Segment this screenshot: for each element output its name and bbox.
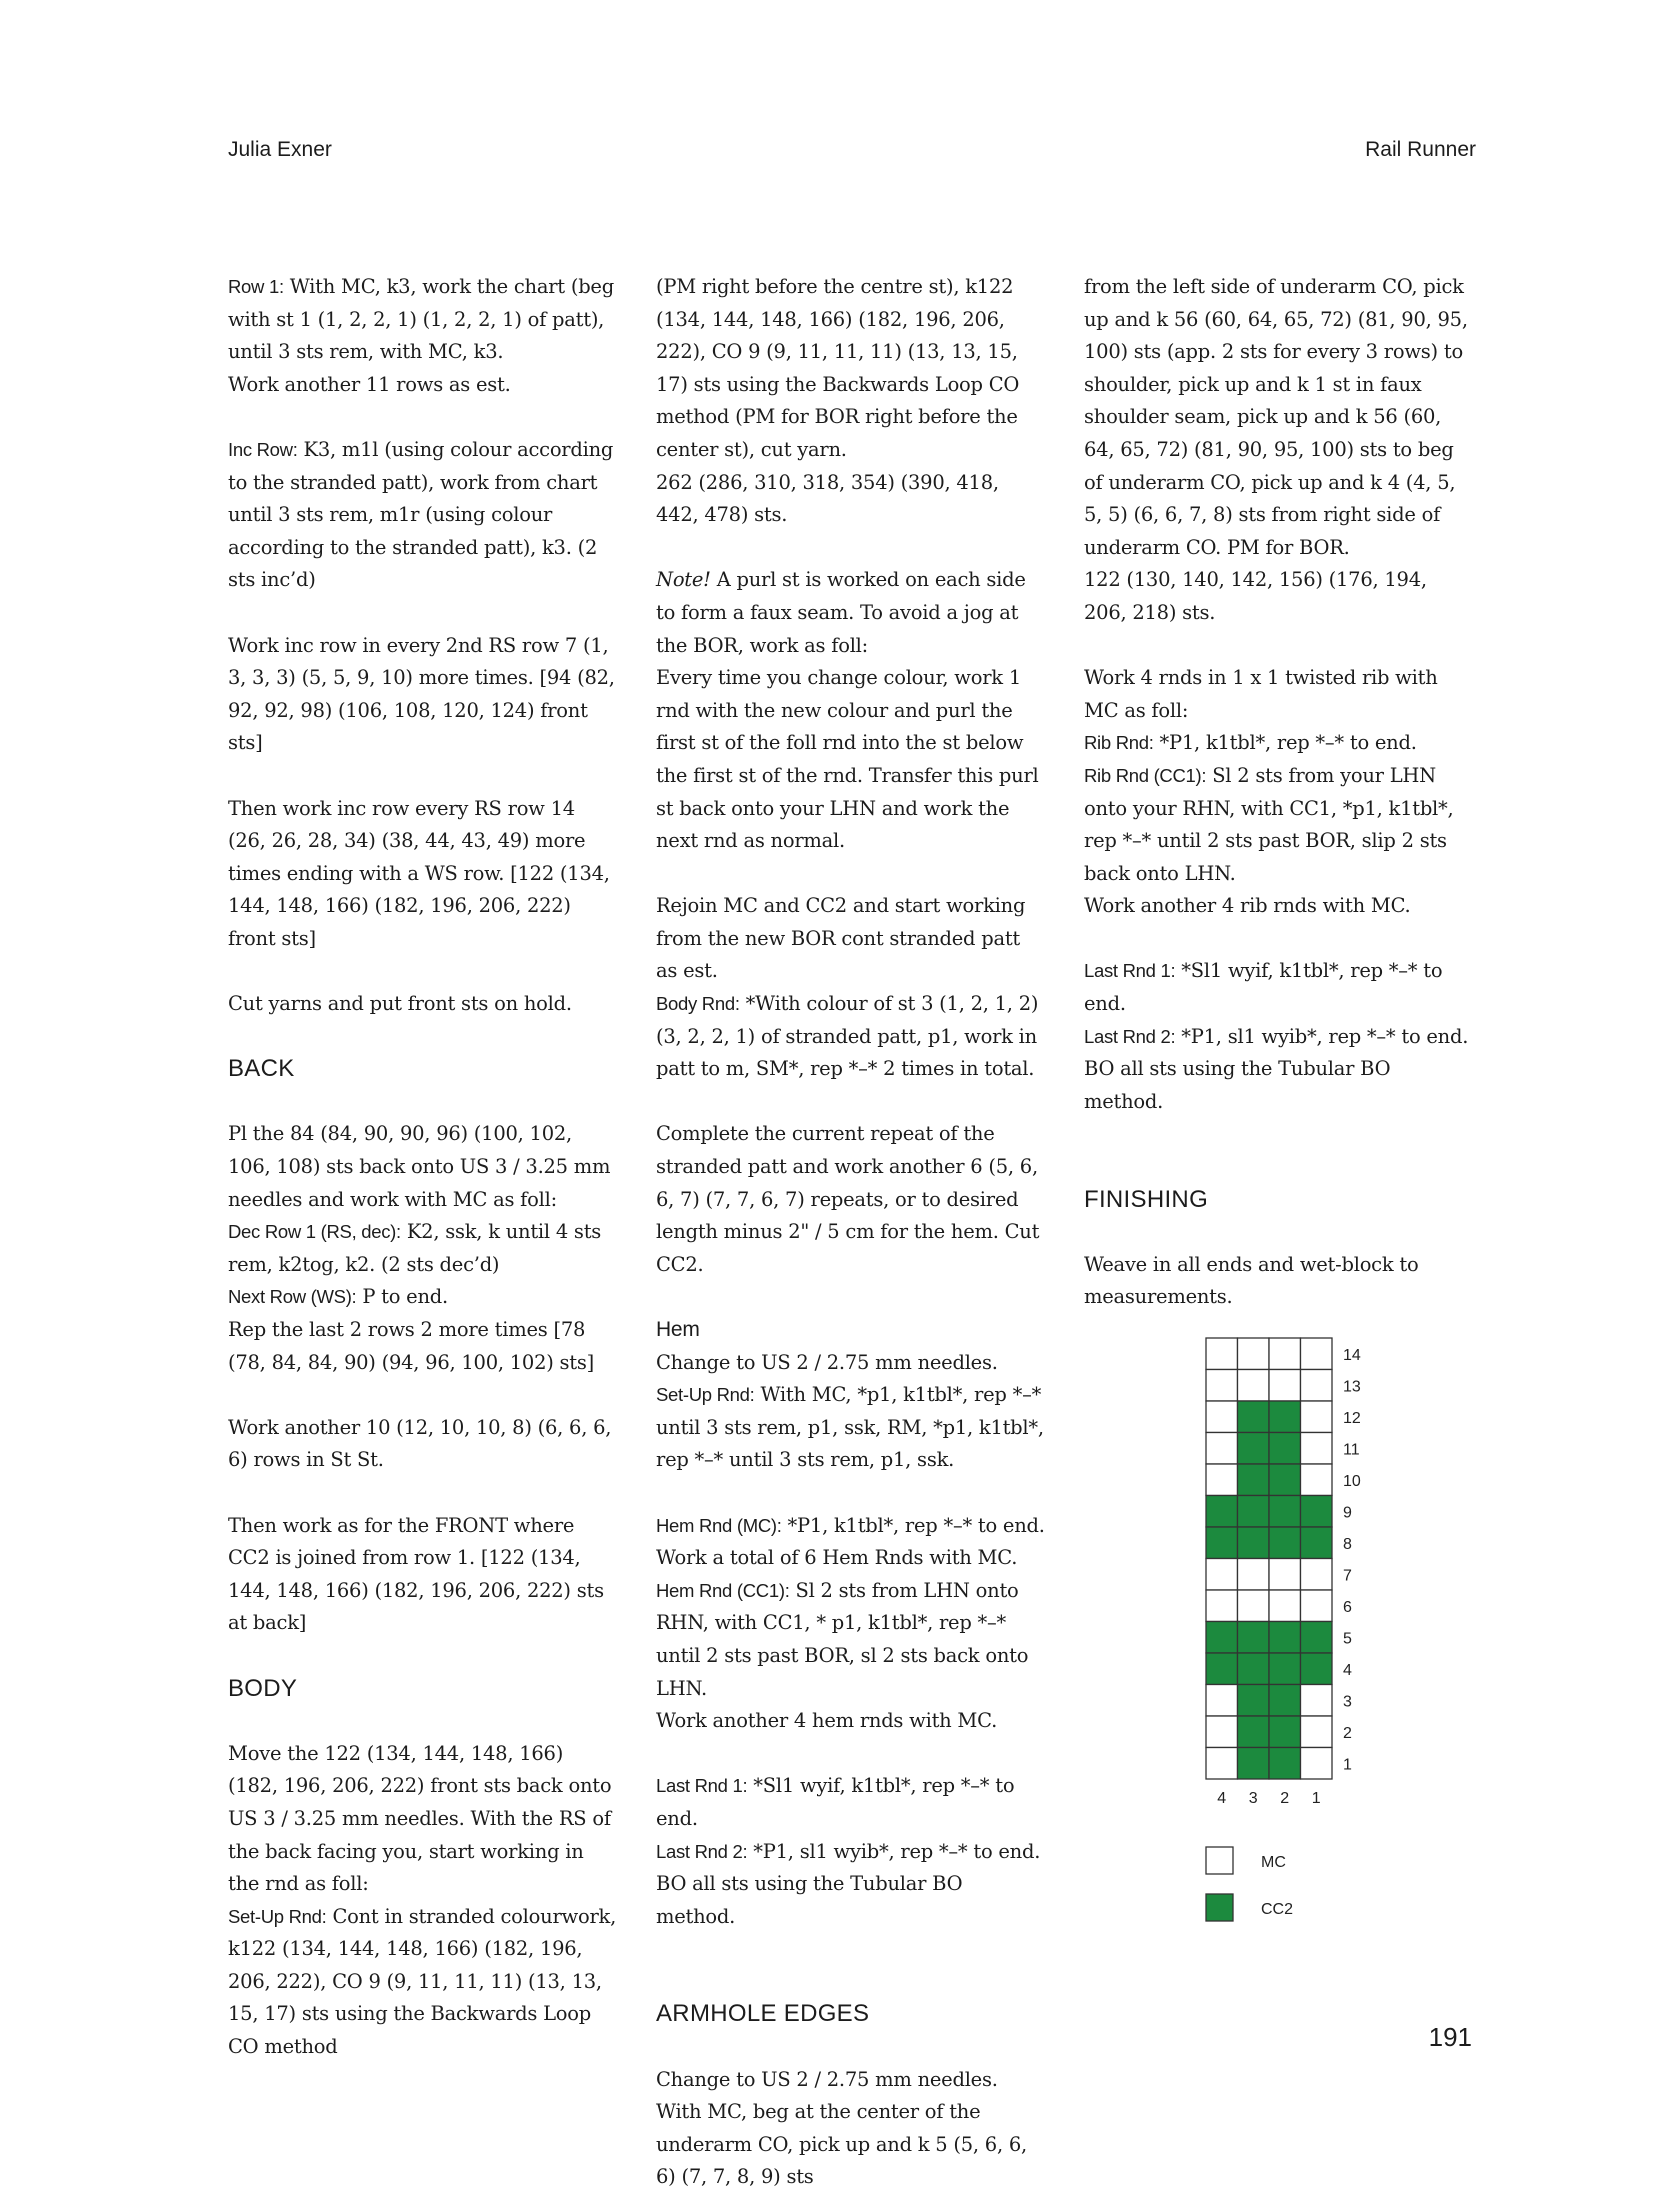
chart-cell-r8-c2 (1269, 1527, 1301, 1559)
chart-row-label: 8 (1343, 1535, 1352, 1553)
chart-cell-r14-c1 (1301, 1338, 1333, 1370)
header-author: Julia Exner (228, 138, 332, 161)
chart-row-label: 1 (1343, 1756, 1352, 1774)
legend-label-mc: MC (1261, 1854, 1286, 1871)
colourwork-chart (1190, 1330, 1410, 1970)
chart-row-label: 5 (1343, 1630, 1352, 1648)
column-2 (656, 271, 1046, 2194)
chart-row-label: 12 (1343, 1409, 1361, 1427)
chart-cell-r10-c3 (1238, 1464, 1270, 1496)
chart-col-label: 2 (1280, 1790, 1290, 1807)
complete-paragraph: Complete the current repeat of the stranded patt and work another 6 (5, 6, 6, 7) (7, 7, 6, 7) repeats, or to desired length minus 2" / 5 cm for the hem. Cut CC2. (656, 1122, 1040, 1276)
chart-cell-r10-c1 (1301, 1464, 1333, 1496)
hem-mc-paragraph (656, 1510, 1046, 1543)
hem-cc1-line2: Work another 4 hem rnds with MC. (656, 1709, 998, 1733)
body-rnd-text: *With colour of st 3 (1, 2, 1, 2) (3, 2, 2, 1) of stranded patt, p1, work in patt to m, SM*, rep *–* 2 times in total. (656, 992, 1039, 1081)
body-rnd-label: Body Rnd: (656, 993, 740, 1015)
chart-cell-r12-c4 (1206, 1401, 1238, 1433)
hem-setup-label: Set-Up Rnd: (656, 1384, 755, 1406)
chart-cell-r2-c1 (1301, 1716, 1333, 1748)
chart-col-label: 3 (1248, 1790, 1258, 1807)
chart-cell-r9-c3 (1238, 1496, 1270, 1528)
hem-setup-paragraph (656, 1379, 1046, 1477)
chart-cell-r5-c1 (1301, 1622, 1333, 1654)
chart-row-label: 2 (1343, 1724, 1352, 1742)
rib-last1-paragraph (1084, 955, 1474, 1020)
chart-cell-r1-c2 (1269, 1748, 1301, 1780)
rib-rnd-paragraph (1084, 727, 1474, 760)
chart-col-label: 1 (1311, 1790, 1321, 1807)
dec-row-label: Dec Row 1 (RS, dec): (228, 1221, 401, 1243)
chart-row-label: 3 (1343, 1693, 1352, 1711)
repeat-paragraph: Rep the last 2 rows 2 more times [78 (78, 84, 84, 90) (94, 96, 100, 102) sts] (228, 1318, 594, 1374)
note-text: A purl st is worked on each side to form a faux seam. To avoid a jog at the BOR, work as foll: (656, 568, 1026, 657)
back-paragraph-3: Then work as for the FRONT where CC2 is joined from row 1. [122 (134, 144, 148, 166) (182, 196, 206, 222) sts at back] (228, 1513, 604, 1635)
column-1 (228, 271, 618, 2064)
pm-paragraph: (PM right before the centre st), k122 (134, 144, 148, 166) (182, 196, 206, 222), CO 9 (9, 11, 11, 11) (13, 13, 15, 17) sts using the Backwards Loop CO method (PM for BOR right before the center st), cut yarn. (656, 275, 1020, 461)
chart-row-label: 7 (1343, 1567, 1352, 1585)
chart-cell-r4-c4 (1206, 1653, 1238, 1685)
back-paragraph-1: Pl the 84 (84, 90, 90, 96) (100, 102, 106, 108) sts back onto US 3 / 3.25 mm needles and work with MC as foll: (228, 1122, 611, 1211)
dec-row-paragraph (228, 1216, 618, 1281)
chart-row-label: 6 (1343, 1598, 1352, 1616)
back-heading: BACK (228, 1055, 295, 1083)
pickup-count-paragraph: 122 (130, 140, 142, 156) (176, 194, 206, 218) sts. (1084, 568, 1427, 624)
chart-cell-r14-c3 (1238, 1338, 1270, 1370)
rib-last2-label: Last Rnd 2: (1084, 1025, 1176, 1047)
hem-last1-paragraph (656, 1770, 1046, 1835)
chart-cell-r9-c4 (1206, 1496, 1238, 1528)
inc-row-text: K3, m1l (using colour according to the stranded patt), work from chart until 3 sts rem, m1r (using colour according to the stranded patt), k3. (2 sts inc’d) (228, 437, 614, 592)
chart-cell-r4-c1 (1301, 1653, 1333, 1685)
chart-cell-r6-c1 (1301, 1590, 1333, 1622)
hem-bo-paragraph: BO all sts using the Tubular BO method. (656, 1872, 963, 1928)
chart-cell-r8-c1 (1301, 1527, 1333, 1559)
dec-row-text: K2, ssk, k until 4 sts rem, k2tog, k2. (2 sts dec’d) (228, 1220, 602, 1276)
chart-cell-r13-c4 (1206, 1370, 1238, 1402)
chart-cell-r11-c1 (1301, 1433, 1333, 1465)
row1-paragraph (228, 271, 618, 369)
row1-text: With MC, k3, work the chart (beg with st 1 (1, 2, 2, 1) (1, 2, 2, 1) of patt), until 3 sts rem, with MC, k3. (228, 275, 614, 364)
next-row-label: Next Row (WS): (228, 1286, 357, 1308)
chart-cell-r12-c3 (1238, 1401, 1270, 1433)
chart-cell-r8-c4 (1206, 1527, 1238, 1559)
chart-row-label: 10 (1343, 1472, 1361, 1490)
chart-cell-r1-c3 (1238, 1748, 1270, 1780)
rib-bo-paragraph: BO all sts using the Tubular BO method. (1084, 1057, 1391, 1113)
chart-cell-r7-c1 (1301, 1559, 1333, 1591)
finishing-paragraph: Weave in all ends and wet-block to measurements. (1084, 1252, 1419, 1309)
hem-last1-text: *Sl1 wyif, k1tbl*, rep *–* to end. (656, 1774, 1015, 1830)
hem-mc-line2: Work a total of 6 Hem Rnds with MC. (656, 1546, 1018, 1570)
pickup-paragraph: from the left side of underarm CO, pick up and k 56 (60, 64, 65, 72) (81, 90, 95, 100) sts (app. 2 sts for every 3 rows) to shoulder, pick up and k 1 st in faux shoulder seam, pick up and k 56 (60, 64, 65, 72) (81, 90, 95, 100) sts to beg of underarm CO, pick up and k 4 (4, 5, 5, 5) (6, 6, 7, 8) sts from right side of underarm CO. PM for BOR. (1084, 275, 1468, 559)
chart-cell-r3-c3 (1238, 1685, 1270, 1717)
hem-heading: Hem (656, 1318, 700, 1341)
stitch-count-paragraph: 262 (286, 310, 318, 354) (390, 418, 442, 478) sts. (656, 470, 999, 527)
chart-cell-r2-c2 (1269, 1716, 1301, 1748)
legend-swatch-mc (1206, 1847, 1233, 1874)
legend-swatch-cc2 (1206, 1894, 1233, 1921)
setup-rnd-label: Set-Up Rnd: (228, 1905, 327, 1927)
page-number: 191 (1428, 2022, 1472, 2052)
rib-cc1-text: Sl 2 sts from your LHN onto your RHN, with CC1, *p1, k1tbl*, rep *–* until 2 sts past BOR, slip 2 sts back onto LHN. (1084, 763, 1454, 885)
chart-row-label: 11 (1343, 1441, 1360, 1459)
chart-cell-r14-c4 (1206, 1338, 1238, 1370)
chart-cell-r13-c1 (1301, 1370, 1333, 1402)
chart-cell-r6-c2 (1269, 1590, 1301, 1622)
setup-rnd-text: Cont in stranded colourwork, k122 (134, 144, 148, 166) (182, 196, 206, 222), CO 9 (9, 11, 11, 11) (13, 13, 15, 17) sts using the Backwards Loop CO method (228, 1904, 617, 2059)
inc-every-2nd-paragraph: Work inc row in every 2nd RS row 7 (1, 3, 3, 3) (5, 5, 9, 10) more times. [94 (82, 92, 92, 98) (106, 108, 120, 124) front sts] (228, 633, 615, 755)
chart-row-label: 4 (1343, 1661, 1352, 1679)
chart-cell-r3-c2 (1269, 1685, 1301, 1717)
chart-cell-r3-c1 (1301, 1685, 1333, 1717)
setup-rnd-paragraph (228, 1901, 618, 2064)
rib-rnd-text: *P1, k1tbl*, rep *–* to end. (1153, 731, 1417, 755)
chart-row-label: 13 (1343, 1378, 1361, 1396)
chart-cell-r2-c4 (1206, 1716, 1238, 1748)
chart-cell-r11-c3 (1238, 1433, 1270, 1465)
rib-last1-label: Last Rnd 1: (1084, 960, 1176, 982)
inc-row-paragraph (228, 434, 618, 597)
header-title: Rail Runner (1365, 138, 1476, 161)
rib-last1-text: *Sl1 wyif, k1tbl*, rep *–* to end. (1084, 959, 1443, 1016)
legend-label-cc2: CC2 (1261, 1901, 1294, 1918)
chart-cell-r13-c3 (1238, 1370, 1270, 1402)
hem-cc1-text: Sl 2 sts from LHN onto RHN, with CC1, * p1, k1tbl*, rep *–* until 2 sts past BOR, sl 2 sts back onto LHN. (656, 1578, 1029, 1700)
chart-cell-r5-c2 (1269, 1622, 1301, 1654)
armhole-paragraph-1: Change to US 2 / 2.75 mm needles. With MC, beg at the center of the underarm CO, pick up and k 5 (5, 6, 6, 6) (7, 7, 8, 9) sts (656, 2067, 1027, 2189)
chart-cell-r7-c3 (1238, 1559, 1270, 1591)
chart-cell-r7-c2 (1269, 1559, 1301, 1591)
rib-cc1-label: Rib Rnd (CC1): (1084, 764, 1207, 786)
body-paragraph-1: Move the 122 (134, 144, 148, 166) (182, 196, 206, 222) front sts back onto US 3 / 3.25 mm needles. With the RS of the back facing you, start working in the rnd as foll: (228, 1741, 612, 1896)
rib-rnd-label: Rib Rnd: (1084, 732, 1154, 754)
hem-last1-label: Last Rnd 1: (656, 1775, 748, 1797)
chart-cell-r12-c1 (1301, 1401, 1333, 1433)
chart-cell-r5-c4 (1206, 1622, 1238, 1654)
hem-cc1-paragraph (656, 1575, 1046, 1705)
next-row-text: P to end. (356, 1285, 448, 1309)
hem-last2-paragraph (656, 1836, 1046, 1869)
hem-cc1-label: Hem Rnd (CC1): (656, 1579, 790, 1601)
rib-line2: Work another 4 rib rnds with MC. (1084, 894, 1411, 918)
hem-last2-text: *P1, sl1 wyib*, rep *–* to end. (747, 1839, 1041, 1863)
chart-row-label: 14 (1343, 1346, 1361, 1364)
next-row-paragraph (228, 1281, 618, 1314)
note-paragraph (656, 564, 1046, 662)
chart-cell-r10-c2 (1269, 1464, 1301, 1496)
body-rnd-paragraph (656, 988, 1046, 1086)
chart-cell-r4-c3 (1238, 1653, 1270, 1685)
note-label: Note! (656, 568, 711, 592)
chart-cell-r9-c1 (1301, 1496, 1333, 1528)
chart-cell-r3-c4 (1206, 1685, 1238, 1717)
chart-cell-r1-c1 (1301, 1748, 1333, 1780)
cut-yarns-paragraph: Cut yarns and put front sts on hold. (228, 992, 572, 1016)
column-3 (1084, 271, 1474, 1314)
row1-line2: Work another 11 rows as est. (228, 372, 511, 396)
rejoin-paragraph: Rejoin MC and CC2 and start working from the new BOR cont stranded patt as est. (656, 894, 1026, 983)
chart-cell-r13-c2 (1269, 1370, 1301, 1402)
hem-mc-label: Hem Rnd (MC): (656, 1514, 782, 1536)
chart-cell-r11-c4 (1206, 1433, 1238, 1465)
rib-cc1-paragraph (1084, 760, 1474, 890)
body-heading: BODY (228, 1674, 298, 1702)
hem-paragraph-1: Change to US 2 / 2.75 mm needles. (656, 1350, 998, 1374)
chart-cell-r6-c4 (1206, 1590, 1238, 1622)
inc-every-rs-paragraph: Then work inc row every RS row 14 (26, 26, 28, 34) (38, 44, 43, 49) more times ending with a WS row. [122 (134, 144, 148, 166) (182, 196, 206, 222) front sts] (228, 796, 610, 950)
chart-cell-r6-c3 (1238, 1590, 1270, 1622)
chart-cell-r1-c4 (1206, 1748, 1238, 1780)
inc-row-label: Inc Row: (228, 438, 298, 460)
chart-cell-r10-c4 (1206, 1464, 1238, 1496)
chart-cell-r11-c2 (1269, 1433, 1301, 1465)
chart-cell-r8-c3 (1238, 1527, 1270, 1559)
armhole-heading: ARMHOLE EDGES (656, 2000, 870, 2028)
finishing-heading: FINISHING (1084, 1185, 1209, 1213)
chart-row-label: 9 (1343, 1504, 1352, 1522)
chart-cell-r7-c4 (1206, 1559, 1238, 1591)
rib-last2-paragraph (1084, 1021, 1474, 1054)
chart-cell-r4-c2 (1269, 1653, 1301, 1685)
chart-cell-r5-c3 (1238, 1622, 1270, 1654)
rib-intro-paragraph: Work 4 rnds in 1 x 1 twisted rib with MC as foll: (1084, 666, 1438, 722)
rib-last2-text: *P1, sl1 wyib*, rep *–* to end. (1175, 1024, 1469, 1048)
chart-cell-r2-c3 (1238, 1716, 1270, 1748)
hem-last2-label: Last Rnd 2: (656, 1840, 748, 1862)
note-paragraph-2: Every time you change colour, work 1 rnd with the new colour and purl the first st of the foll rnd into the st below the first st of the rnd. Transfer this purl st back onto your LHN and work the next rnd as normal. (656, 666, 1039, 853)
chart-cell-r14-c2 (1269, 1338, 1301, 1370)
back-paragraph-2: Work another 10 (12, 10, 10, 8) (6, 6, 6, 6) rows in St St. (228, 1415, 612, 1472)
chart-col-label: 4 (1217, 1790, 1227, 1807)
hem-mc-text: *P1, k1tbl*, rep *–* to end. (781, 1513, 1045, 1537)
row1-label: Row 1: (228, 276, 284, 297)
hem-setup-text: With MC, *p1, k1tbl*, rep *–* until 3 sts rem, p1, ssk, RM, *p1, k1tbl*, rep *–* until 3 sts rem, p1, ssk. (656, 1383, 1044, 1472)
chart-cell-r9-c2 (1269, 1496, 1301, 1528)
chart-cell-r12-c2 (1269, 1401, 1301, 1433)
